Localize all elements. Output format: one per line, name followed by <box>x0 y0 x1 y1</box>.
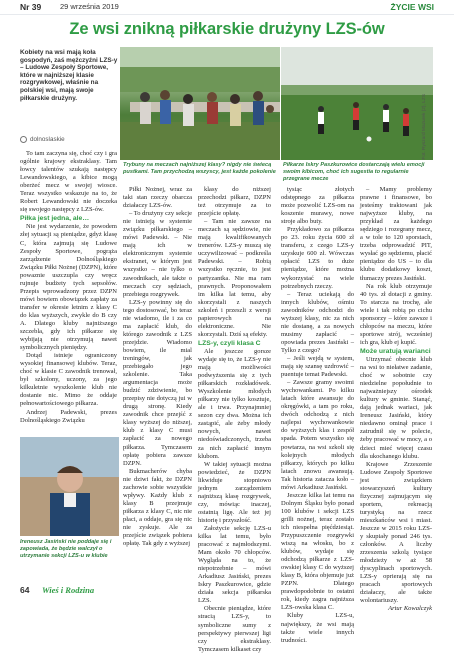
paragraph: – To drużyny czy sekcje nie istnieją w systemie związku piłkarskiego – mówi Padewski. – Nie mają ich w elektronicznym systemie ekstranet, w którym jest wszystko – nie tylko o zawodnikach, ale także o meczach czy sędziach, przebiegu rozgrywek. <box>123 210 192 298</box>
subheading: Piłka jest jedna, ale… <box>20 215 90 223</box>
paragraph: – Tam nie zawsze na meczach są sędziowie, nie mają kwalifikowanych trenerów. LZS-y muszą się uczywilizować – podkreśla Padewski. – Robią wszystko ręcznie, to jest partyzantka. Nie ma ram prawnych. Proponowałem im kilka lat temu, aby skorzystali z naszych szkoleń i przeszli z wersji papierowych na elektroniczne. Nie skorzystali. Dziś są efekty. <box>198 218 271 338</box>
paragraph: Ale jeszcze gorsze wydaje się to, że LZS-y nie mają możliwości podwyższenia się z tych piłkarskich rozkładówek. Wyszkolenie młodych piłkarzy nie tylko kosztuje, ale i trwa. Przynajmniej sezon czy dwa. Można ich zastąpić, ale żeby młody nowych, nawet niedoświadczonych, trzeba za nich zapłacić innym klubom. <box>198 347 271 460</box>
issue-date: 29 września 2019 <box>60 2 119 11</box>
page-header <box>0 0 454 15</box>
text-column-5 <box>360 186 432 613</box>
page-footer <box>20 585 434 597</box>
paragraph: Bukmacherów chyba nie dziwi fakt, że DZPN zachowie sobie wszystkie wpływy. Każdy klub z klasy B przejmuje piłkarza z klasy C, nic nie płaci, a oddaje, gra się nic nie zyskuje. Ale za przejście związek pobiera opłatę. Tak gdy z wyższej <box>123 467 192 548</box>
section-label: ŻYCIE WSI <box>390 2 434 12</box>
subheading: Może uratują warianci <box>360 347 431 355</box>
caption-photo-portrait: Ireneusz Jasiński nie poddaje się i zapowiada, że będzie walczył o utrzymanie sekcji LZS-u w klubie <box>20 539 112 559</box>
caption-photo-spectators: Trybuny na meczach najniższej klasy? nigdy nie świecą pustkami. Tam przychodzą wszyscy, jest każde pokolenie <box>123 162 276 175</box>
paragraph: Piłki Nożnej, wraz za taki stan rzeczy obarcza działaczy LZS-ów. <box>123 186 192 210</box>
subheading: LZS-y, czyli klasa C <box>198 339 261 347</box>
paragraph: Krajowe Zrzeszenie Ludowe Zespoły Sportowe jest związkiem stowarzyszeń kultury fizycznej zajmującym się sportem, rekreacją turystyką na rzecz mieszkańców wsi i miast. Jeszcze w 2015 roku LZS-y skupiały ponad 246 tys. członków. A liczby zrzeszenia szkolą tysiące młodzieży w aż 58 dyscyplinach sportowych. LZS-y oprierają się na pracach sportowych działaczy, ale także wolontariuszy. <box>360 460 432 605</box>
photo-portrait <box>20 437 119 536</box>
source-label: dolnoslaskie <box>30 136 65 143</box>
text-column-3 <box>198 186 271 653</box>
text-column-4 <box>281 186 354 644</box>
issue-number: Nr 39 <box>20 2 42 12</box>
article-source <box>20 136 65 143</box>
paragraph: Dotąd istnieje ograniczony wysokiej finansowej klubów. Teraz, choć w klasie C zawodnik trenował, był szkolony, uczony, za jego kilkuletnie wyszkolenie klub nie dostanie nic. Mimo że oddaje pełnowartościowego piłkarza. <box>20 352 117 408</box>
paragraph: – Teraz uciekają do innych klubów, ośmiu zawodników odchodzi do wyższej klasy, nic za nich nie dostanę, a za nowych musimy zapłacić – opowiada prezes Jasiński – Tylko z czego? <box>281 290 354 354</box>
paragraph: Nie jest wydarzenie, że powodem złej sytuacji są pieniądze, gdyż klasę C, która zajmują się Ludowe Zespoły Sportowe, pogrąża zarządzenie Dolnośląskiego Związku Piłki Nożnej (DZPN), które powaznie uszczupla czy wręcz rujnuje budżety tych sepsołów. Przepis wprowadzony przez DZPN mówi bowiem obowiązek zapłaty za transfer w okresie letnim z klasy C do klas wyższych, zwykle do B czy A. Dlatego kluby najniższego szczebla, gdy ich piłkarze się wybijają nie otrzymują nawet symbolicznych pieniędzy. <box>20 223 117 352</box>
photo-players <box>281 47 433 160</box>
paragraph: Jeszcze kilka lat temu na Dolnym Śląsku było ponad 100 klubów i sekcji LZS grilli nożnej, teraz zostało ich niespełna pięćdziesiąt. Przypuszczenie rozgrywki wiszą na włosku, bo z klubów, wydaje się odchodzą piłkarze z LZS-owskiej klasy C do wyższej klasy B, która objemuje już PZPN. Dlatego prawdopodobnie to ostatni rok, kiedy zagra najniższa LZS-owska klasa C. <box>281 491 354 612</box>
paragraph: Andrzej Padewski, prezes Dolnośląskiego Związku <box>20 408 117 424</box>
paragraph: – Jeśli wejdą w system, mają się szansę uzdrowić – puentuje temat Padewski. <box>281 354 354 379</box>
paragraph: tysiąc złotych odstępnego za piłkarza może pozwolić LZS-om na koszenie murawy, nowe stroje albo buty. <box>281 186 354 226</box>
photo-spectators <box>120 47 280 160</box>
paragraph: klasy do niższej przechodzi piłkarz, DZPN też otrzymuje za to przejście opłatę. <box>198 186 271 218</box>
paragraph: To tam zaczyna się, choć czy i gra ogólnie krajowy ekstraklasy. Tam łowcy talentów szukają następcy Lewandowskiego, a kibice mogą oberżeć mecz w swojej wiosce. Teraz wszystko wskazuje na to, że Robert Lewandowski nie doczeka się swojego następcy z LZS-ów. <box>20 150 117 214</box>
paragraph: Utrzymać obecnie klub na wsi to niełatwe zadanie, choć w sobotnie czy niedzielne popołudnie to najważniejszy ośrodek kultury w gminie. Stanąć, dają jednak wariaci, jak Ireneusz Jasiński, który niedawno ominął prace i zatrudnił się w polecie, żeby pracować w mocy, a o dzieci mieć więcej czasu dla ukochanego klubu. <box>360 355 432 460</box>
paragraph: Obecnie pieniądze, które stracią LZS-y, to symboliczne sumy z perspektywy pierwszej ligi czy ekstraklasy. Tymczasem kilkaset czy <box>198 605 271 653</box>
page-number: 64 <box>20 585 30 595</box>
source-icon <box>20 136 27 143</box>
text-column-2 <box>123 186 192 588</box>
paragraph: LZS-y powinny się do tego dostosować, bo teraz nie wiadomo, ile i za co ma zapłacić klub, do którego zawodnik z LZS przejdzie. Wiadomo bowiem, ile mial treningów, jak przebiegało jego szkolenie. Taka argumentacja może budzić zdziwienie, bo przepisy nie dotyczą jui w drugą stronę. Kiedy zawodnik chce przejść z klasy wyższej do niższej, klub z klasy C musi zapłacić za nowego piłkarza. Tymczasem opłatę pobiera zawsze DZPN. <box>123 298 192 467</box>
paragraph: W takiej sytuacji można powiedzieć, że DZPN likwiduje stopniowo jednym zarządzeniem najniższą klasę rozgrywek, czy, mówiąc inaczej, ostatnią ligę. Ale też jej historię i przyszłość. <box>198 460 271 524</box>
caption-photo-players: Piłkarze Iskry Paszkurowice dostarczają wielu emocji swoim kibicom, choć ich sugestia to regularnie przegrane mecze <box>283 162 425 182</box>
paragraph: Kluby LZS-u, największy, że wsi mają także wiele innych trudności. <box>281 612 354 644</box>
paragraph: Założycie sekcję LZS-u kilka lat temu, było pracować z najmłodszymi. Mam około 70 chłopców. Wygląda na to, że niepotrzebnie – mówi Arkadiusz Jasiński, prezes Iskry Paszkurowice, gdzie działa sekcja piłkarska LZS. <box>198 524 271 605</box>
magazine-name: Wieś i Rodzina <box>42 585 95 595</box>
text-column-1 <box>20 150 117 435</box>
article-author: Artur Kowalczyk <box>388 605 432 613</box>
article-headline: Ze wsi znikną piłkarskie drużyny LZS-ów <box>69 20 385 38</box>
paragraph: – Zawsze gramy swoimi wychowankami. Po kilku latach które awansuje do okręgówki, a tam po roku, dwóch odchodzą z nich najlepsi wychowankowie do wyższych klas i zespół spada. Potem wszystko się powtarza, na wsi szkoli się kolejnych młodych piłkarzy, których po kilku latach znowu awansują. Tak historia zatacza koło – mówi Arkadiusz Jasiński. <box>281 379 354 491</box>
photo-credit: Fot. Ryszard Mazurek (2), LZS <box>422 94 427 160</box>
article-lead: Kobiety na wsi mają koła gospodyń, zaś mężczyźni LZS-y – Ludowe Zespoły Sportowe, które w najniższej klasie rozgrywkowej, właśnie na polskiej wsi, mają swoje piłkarskie drużyny. <box>20 49 118 102</box>
paragraph: Przykładowo za piłkarza po 23. roku życia 600 zł transferu, z czego LZS-y uzyskuje 600 zł. Wówczas opłacić LZS to duże pieniądze, które można wykorzystać na wiele potrzebnych rzeczy. <box>281 226 354 290</box>
paragraph: – Mamy problemy prawne i finansowe, bo jesteśmy traktowani jak najwyższe kluby, na przykład za każdego sędziego i rozegrany mecz, a w tole to 120 sporstach, trzeba odprowadzić PIT, wysłać go sędziemu, płacić pieniądze do US – to dla klubu dodatkowy koszt, tłumaczy prezes Jasiński. <box>360 186 432 282</box>
paragraph: Na rok klub otrzymuje 40 tys. zł dotacji z gminy. To starcza na trochę, ale wiele i tak robią po cichu sponsorzy – które zawsze i chłopców na meczu, które sportowe strój, wcześniej ich gra, klub ej kupić. <box>360 282 432 346</box>
